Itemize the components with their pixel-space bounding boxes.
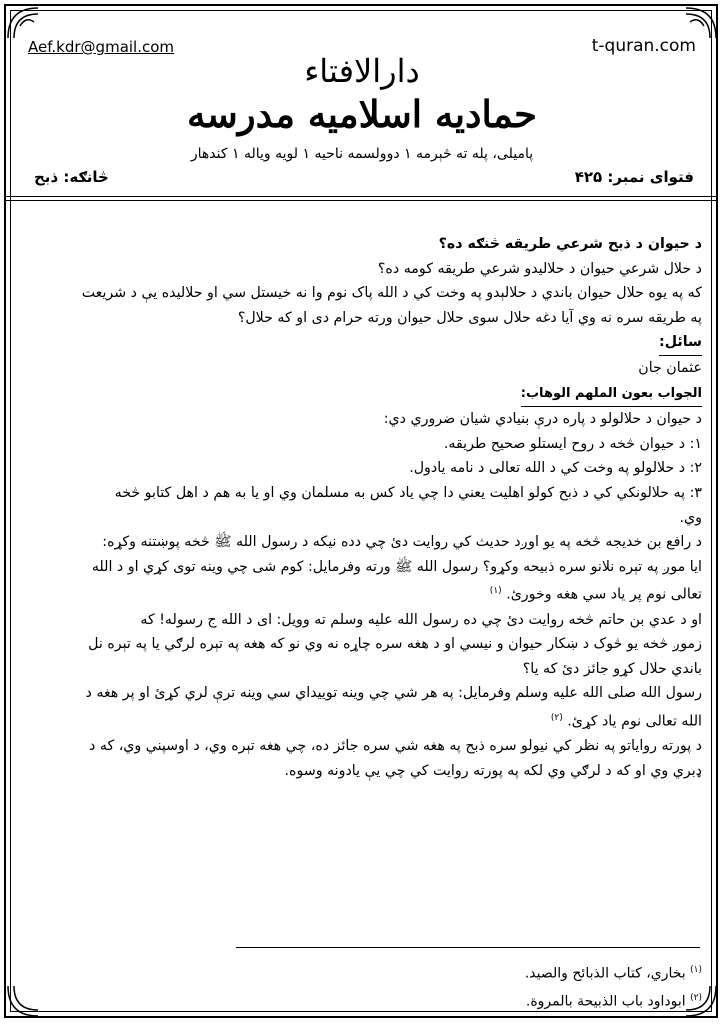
institute-title: دارالافتاء <box>304 52 420 90</box>
answer-line: زموږ څخه یو څوک د ښکار حیوان و نیسي او د هغه سره چاړه نه وي نو که هغه په تېره لرګي یا په تېره نل <box>88 636 702 653</box>
email-link[interactable]: Aef.kdr@gmail.com <box>28 38 175 56</box>
header-divider <box>4 200 718 201</box>
question-line: په طریقه سره نه وي آیا دغه حلال سوی حلال حیوان ورته حرام دی او که حلال؟ <box>237 309 702 326</box>
address-line: پامیلی، پله ته څېرمه ۱ دوولسمه ناحیه ۱ لویه ویاله ۱ کندهار <box>190 146 534 162</box>
footnote-item <box>22 986 702 1014</box>
questioner-name: عثمان جان <box>638 359 702 376</box>
answer-line: رسول الله صلی الله علیه وسلم وفرمایل: په هر شي چي وینه توییداي سي وینه ترې لري کړئ او پر هغه د <box>85 685 702 702</box>
answer-line: تعالی نوم پر یاد سي هغه وخورئ. <box>506 587 702 604</box>
corner-ornament-icon <box>6 6 40 40</box>
footnote-divider <box>236 947 700 948</box>
question-line: که په یوه حلال حیوان باندي د حلالېدو په وخت کي د الله پاک نوم وا نه خیستل سي او حلالیده یې د شریعت <box>81 285 702 302</box>
footnote-number: (۲) <box>690 992 702 1003</box>
footnote-marker[interactable]: (۲) <box>550 713 563 724</box>
topic-label: څانګه: ذبح <box>34 168 109 186</box>
answer-line: ۲: د حلالولو په وخت کي د الله تعالی د نامه یادول. <box>409 460 702 477</box>
corner-ornament-icon <box>684 6 718 40</box>
questioner-label: سائل: <box>659 330 702 356</box>
answer-line: ډبري وي او که د لرګي وي لکه په پورته روایت کي چي یې یادونه وسوه. <box>284 762 702 779</box>
answer-line: ۳: په حلالونکي کي د ذبح کولو اهلیت یعني دا چي یاد کس به مسلمان وي او یا به هم د اهل کتابو څخه <box>114 484 702 501</box>
answer-line: باندي حلال کړو جائز دئ که یا؟ <box>522 660 702 677</box>
answer-line: ایا موږ په تېره نلانو سره ذبیحه وکړو؟ رسول الله ﷺ ورته وفرمایل: کوم شی چي وینه توی کړي او د الله <box>91 558 702 575</box>
fatwa-content <box>22 232 702 784</box>
header-divider <box>4 196 718 197</box>
madrasa-title: حمادیه اسلامیه مدرسه <box>186 92 538 136</box>
footnote-marker[interactable]: (۱) <box>489 586 502 597</box>
question-line: د حلال شرعي حیوان د حلالیدو شرعي طریقه کومه ده؟ <box>377 260 702 277</box>
website-link[interactable]: t-quran.com <box>591 36 696 56</box>
answer-line: وي. <box>679 509 702 526</box>
answer-line: او د عدي بن حاتم څخه روایت دئ چي ده رسول الله علیه وسلم ته وویل: ای د الله ج رسوله! که <box>140 611 702 628</box>
answer-line: ۱: د حیوان څخه د روح ایستلو صحیح طریقه. <box>443 435 702 452</box>
answer-line: د حیوان د حلالولو د پاره درې بنیادي شیان ضروري دي: <box>383 411 702 428</box>
answer-line: الله تعالی نوم یاد کړئ. <box>567 713 702 730</box>
answer-heading: الجواب بعون الملهم الوهاب: <box>521 382 702 408</box>
question-title: د حیوان د ذبح شرعي طریقه څنګه ده؟ <box>438 236 702 252</box>
footnote-text: بخاري، کتاب الذبائح والصید. <box>524 965 686 982</box>
footnote-number: (۱) <box>690 965 702 975</box>
fatwa-number: فتوای نمبر: ۴۲۵ <box>574 168 694 186</box>
footnotes <box>22 958 702 1013</box>
answer-line: د رافع بن خدیجه څخه په یو اوږد حدیث کي روایت دئ چي دده نیکه د رسول الله ﷺ څخه پوښتنه وکړه: <box>102 534 702 551</box>
footnote-item <box>22 958 702 986</box>
answer-line: د پورته روایاتو په نظر کي نیولو سره ذبح په هغه شي سره جائز ده، چي هغه تېره وي، د اوسپني وي، که د <box>89 738 702 755</box>
footnote-text: ابوداود باب الذبیحة بالمروة. <box>525 993 686 1010</box>
